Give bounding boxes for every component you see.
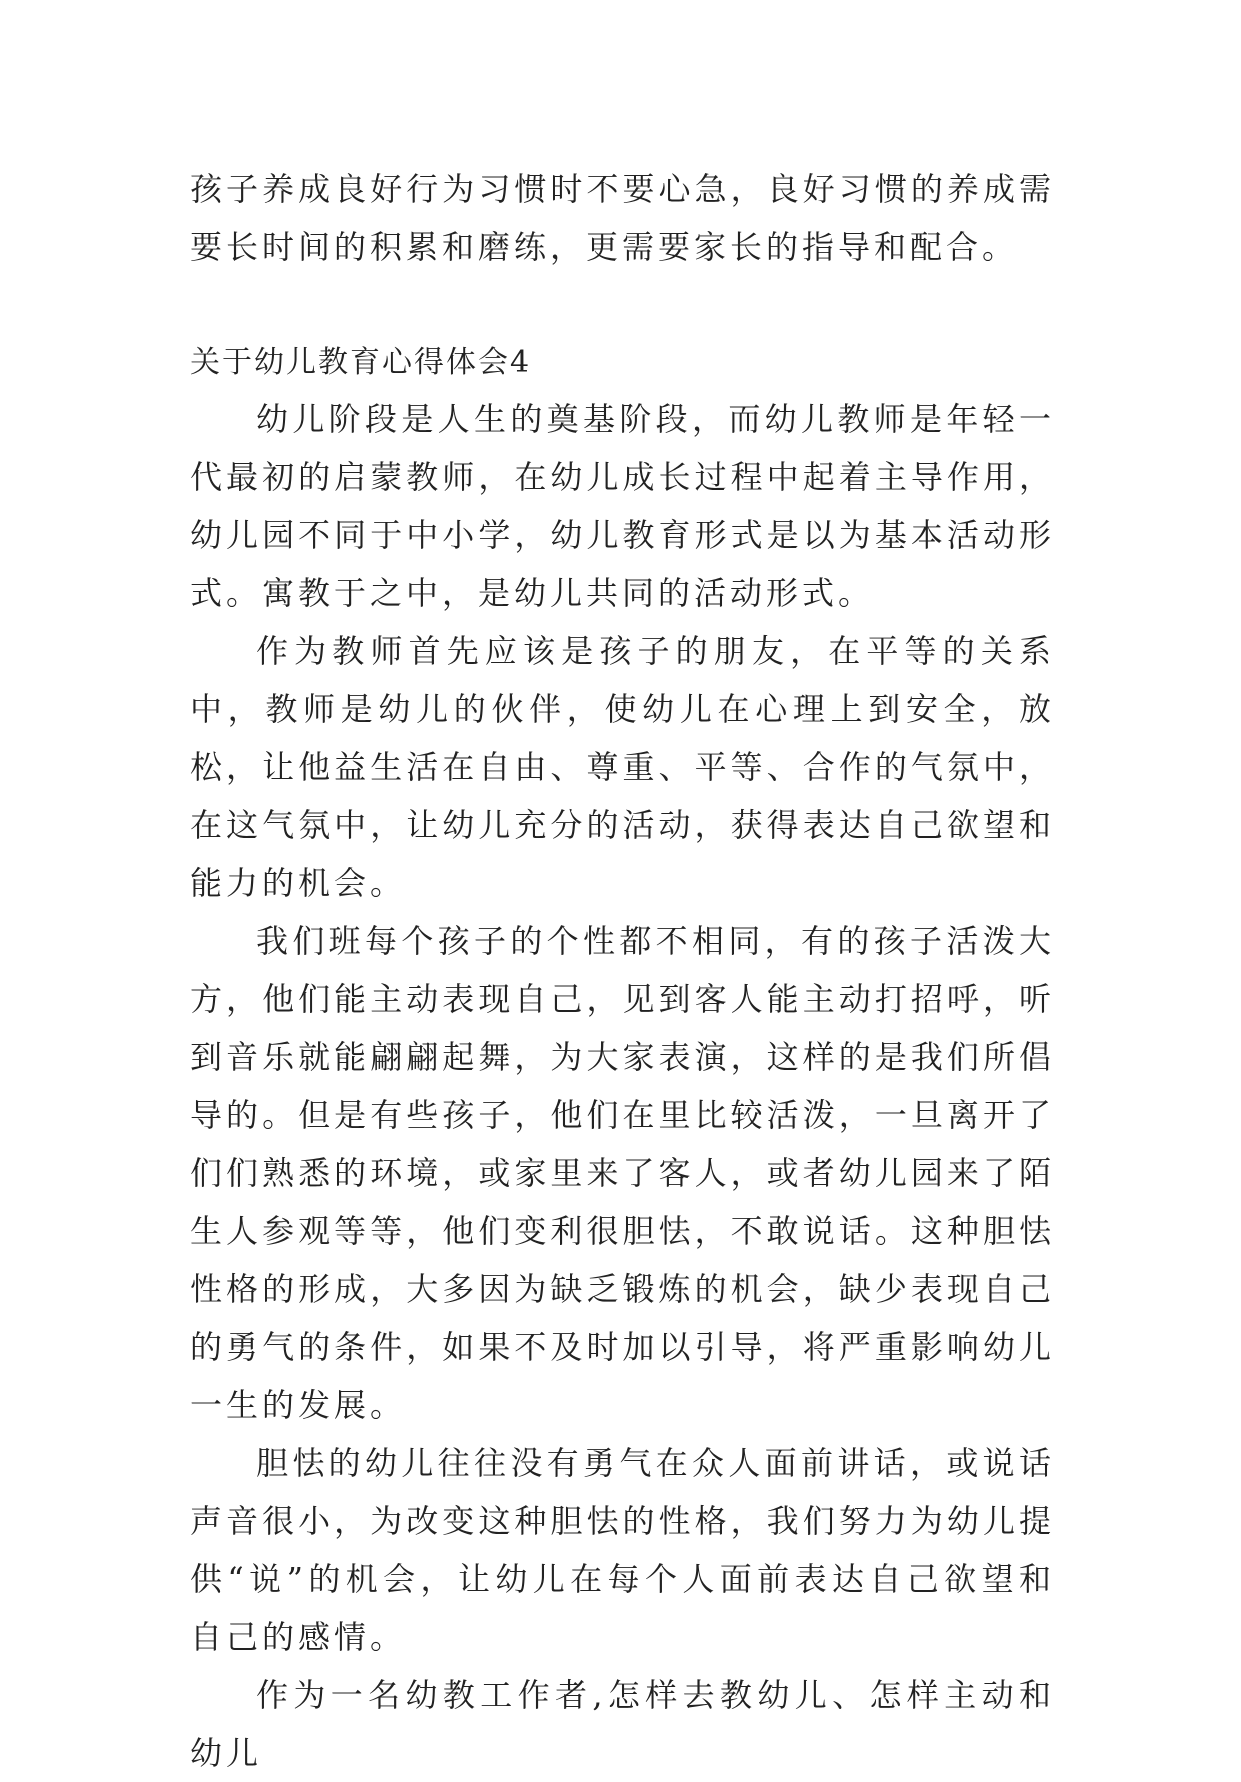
section-title: 关于幼儿教育心得体会4: [190, 345, 532, 380]
body-paragraph-4: 胆怯的幼儿往往没有勇气在众人面前讲话，或说话声音很小，为改变这种胆怯的性格，我们努力为幼儿提供“说”的机会，让幼儿在每个人面前表达自己欲望和自己的感情。: [190, 1444, 1055, 1656]
body-paragraph-3: 我们班每个孩子的个性都不相同，有的孩子活泼大方，他们能主动表现自己，见到客人能主动打招呼，听到音乐就能翩翩起舞，为大家表演，这样的是我们所倡导的。但是有些孩子，他们在里比较活泼，一旦离开了们们熟悉的环境，或家里来了客人，或者幼儿园来了陌生人参观等等，他们变利很胆怯，不敢说话。这种胆怯性格的形成，大多因为缺乏锻炼的机会，缺少表现自己的勇气的条件，如果不及时加以引导，将严重影响幼儿一生的发展。: [190, 922, 1055, 1424]
document-body: [190, 390, 1055, 1782]
body-paragraph-5: 作为一名幼教工作者,怎样去教幼儿、怎样主动和幼儿: [190, 1676, 1055, 1772]
continued-paragraph: 孩子养成良好行为习惯时不要心急，良好习惯的养成需要长时间的积累和磨练，更需要家长的指导和配合。: [190, 170, 1055, 266]
body-paragraph-2: 作为教师首先应该是孩子的朋友，在平等的关系中，教师是幼儿的伙伴，使幼儿在心理上到安全，放松，让他益生活在自由、尊重、平等、合作的气氛中，在这气氛中，让幼儿充分的活动，获得表达自己欲望和能力的机会。: [190, 632, 1055, 902]
body-paragraph-1: 幼儿阶段是人生的奠基阶段，而幼儿教师是年轻一代最初的启蒙教师，在幼儿成长过程中起着主导作用，幼儿园不同于中小学，幼儿教育形式是以为基本活动形式。寓教于之中，是幼儿共同的活动形式。: [190, 400, 1055, 612]
